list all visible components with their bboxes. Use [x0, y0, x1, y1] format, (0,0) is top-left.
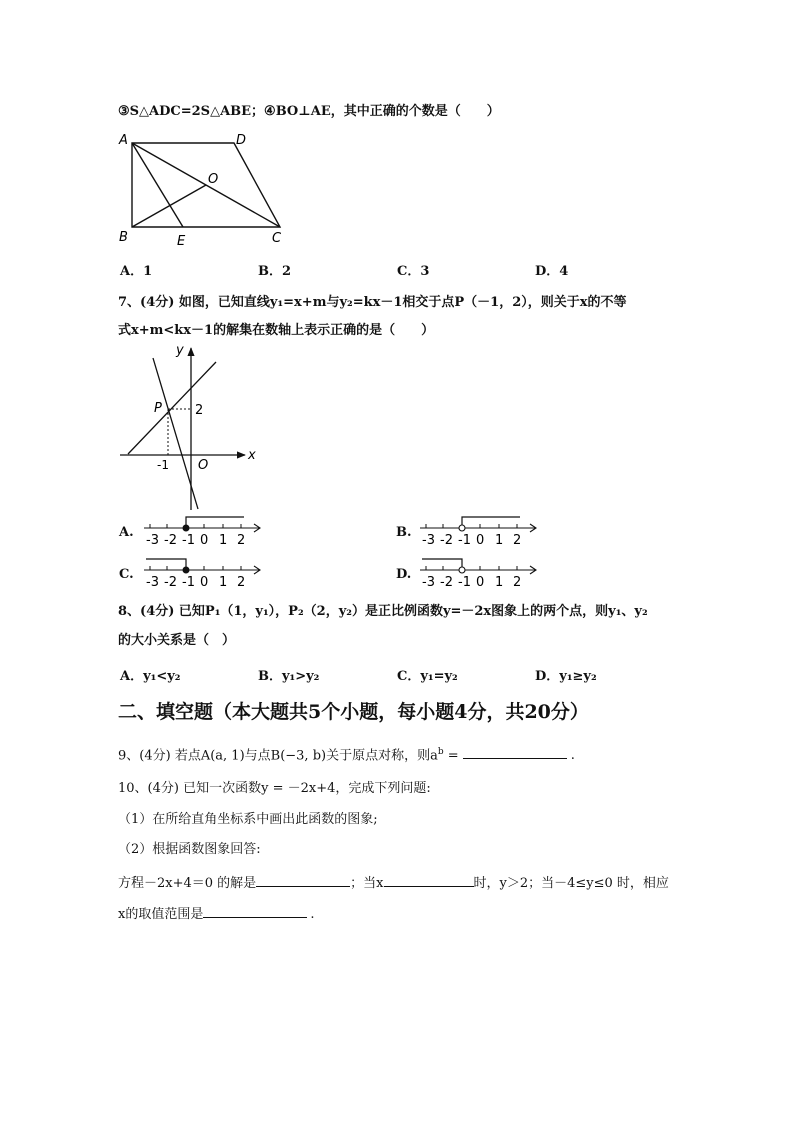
tick-neg3: -3 [146, 575, 159, 590]
tick-neg1: -1 [182, 533, 195, 548]
q7-option-b-label: B. [396, 525, 412, 540]
axis-y-label: y [176, 343, 184, 358]
axis-x-label: x [248, 448, 256, 463]
q6-statement-line: ③S△ADC=2S△ABE；④BO⊥AE，其中正确的个数是（ ） [118, 104, 500, 119]
q7-option-d-label: D. [396, 567, 412, 582]
q7-statement-line-1: 7、(4分) 如图，已知直线y₁=x+m与y₂=kx－1相交于点P（－1，2），则关于x的不等 [118, 295, 627, 310]
q8-option-a: A．y₁<y₂ [120, 669, 181, 684]
q10-range-text: x的取值范围是 [118, 907, 204, 922]
q8-statement-line-1: 8、(4分) 已知P₁（1，y₁），P₂（2，y₂）是正比例函数y=－2x图象上的两个点，则y₁、y₂ [118, 604, 648, 619]
q9-text: 9、(4分) 若点A(a, 1)与点B(−3, b)关于原点对称，则a [118, 748, 438, 764]
tick-neg1: -1 [458, 533, 471, 548]
label-A: A [119, 133, 128, 148]
tick-neg3: -3 [422, 533, 435, 548]
q10-statement: 10、(4分) 已知一次函数y = －2x+4，完成下列问题: [118, 781, 431, 796]
q7-number-line-a [142, 514, 264, 550]
q8-option-d: D．y₁≥y₂ [535, 669, 597, 684]
q7-number-line-b [418, 514, 540, 550]
q10-when-x-text: ；当x [350, 876, 384, 891]
label-B: B [119, 230, 128, 245]
tick-2: 2 [237, 575, 246, 590]
q10-sub-1: （1）在所给直角坐标系中画出此函数的图象; [118, 812, 378, 827]
q10-equation-blank[interactable] [256, 873, 350, 887]
q7-number-line-c [142, 556, 264, 592]
tick-1: 1 [219, 575, 228, 590]
q9-statement [118, 743, 575, 765]
q10-x-range-blank[interactable] [384, 873, 474, 887]
q9-answer-blank[interactable] [463, 745, 567, 759]
q10-period: . [310, 907, 315, 922]
q10-equation-text: 方程－2x+4＝0 的解是 [118, 876, 257, 891]
q10-line-4 [118, 873, 669, 893]
tick-1: 1 [495, 533, 504, 548]
tick-neg1: -1 [182, 575, 195, 590]
q6-option-a: A．1 [120, 264, 153, 279]
label-D: D [236, 133, 247, 148]
tick-2: 2 [513, 575, 522, 590]
tick-2: 2 [513, 533, 522, 548]
tick-neg3: -3 [146, 533, 159, 548]
q7-number-line-d [418, 556, 540, 592]
q10-sub-2: （2）根据函数图象回答: [118, 842, 261, 857]
q7-option-a-label: A. [119, 525, 134, 540]
tick-1: 1 [495, 575, 504, 590]
origin-label: O [198, 458, 209, 473]
tick-1: 1 [219, 533, 228, 548]
q7-option-c-label: C. [119, 567, 134, 582]
tick-0: 0 [200, 575, 209, 590]
q10-line-5 [118, 904, 314, 924]
q6-option-b: B．2 [258, 264, 292, 279]
q6-option-d: D．4 [535, 264, 569, 279]
q8-option-c: C．y₁=y₂ [397, 669, 458, 684]
label-C: C [272, 231, 282, 246]
label-E: E [177, 234, 186, 249]
q7-statement-line-2: 式x+m<kx－1的解集在数轴上表示正确的是（ ） [118, 323, 435, 338]
q8-statement-line-2: 的大小关系是（ ） [118, 633, 236, 648]
q6-parallelogram-figure [112, 128, 297, 250]
tick-neg2: -2 [440, 575, 453, 590]
tick-0: 0 [200, 533, 209, 548]
tick-neg2: -2 [164, 533, 177, 548]
tick-neg2: -2 [440, 533, 453, 548]
q10-condition-text: 时，y＞2；当－4≤y≤0 时，相应 [473, 876, 669, 891]
q9-exponent: b [437, 747, 444, 757]
tick-0: 0 [476, 575, 485, 590]
q8-option-b: B．y₁>y₂ [258, 669, 320, 684]
tick-neg2: -2 [164, 575, 177, 590]
q9-equals: = [443, 748, 463, 764]
value-2-label: 2 [195, 403, 204, 418]
tick-neg3: -3 [422, 575, 435, 590]
section-2-heading: 二、填空题（本大题共5个小题，每小题4分，共20分） [118, 701, 589, 723]
q10-range-blank[interactable] [203, 904, 307, 918]
q7-coordinate-graph [112, 340, 262, 515]
label-O: O [208, 172, 219, 187]
value-neg1-label: -1 [157, 458, 169, 472]
q6-option-c: C．3 [397, 264, 430, 279]
tick-neg1: -1 [458, 575, 471, 590]
tick-0: 0 [476, 533, 485, 548]
point-p-label: P [154, 401, 162, 416]
q9-period: . [570, 748, 575, 764]
tick-2: 2 [237, 533, 246, 548]
